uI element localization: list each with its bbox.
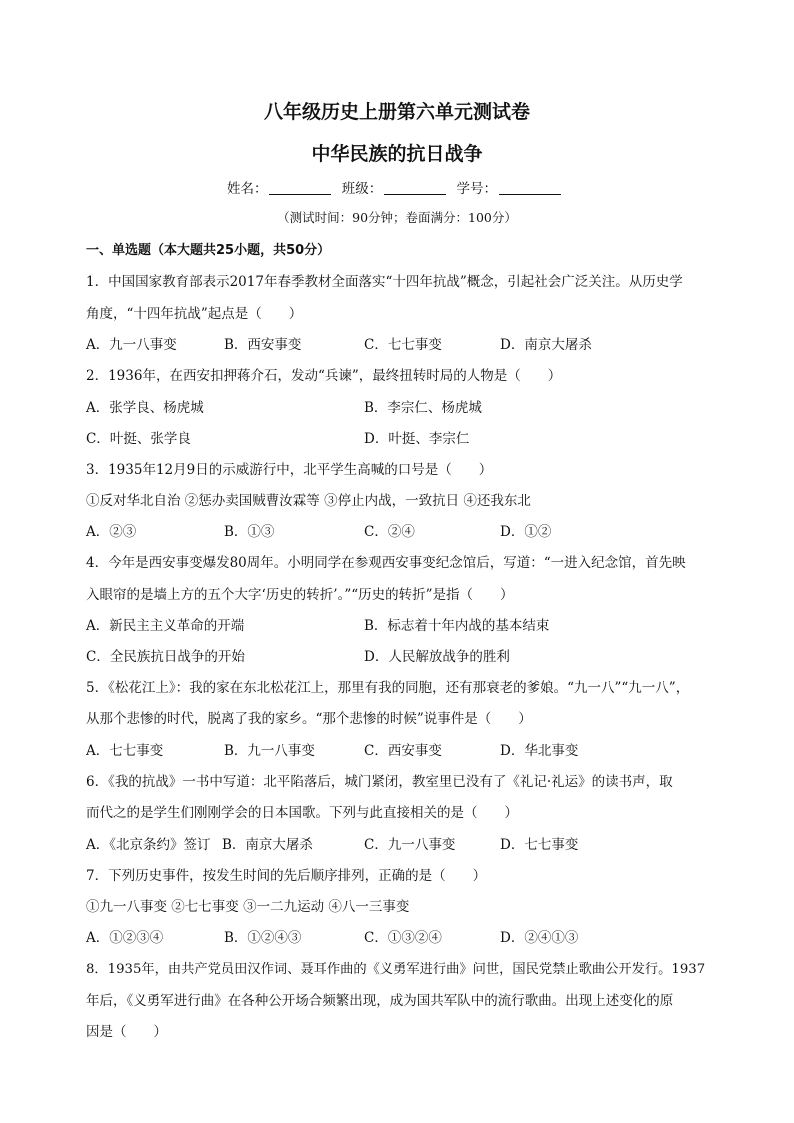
question-3-option-a[interactable]: A．②③ [86,524,137,540]
question-2-option-b[interactable]: B．李宗仁、杨虎城 [364,400,482,416]
question-5-option-c[interactable]: C．西安事变 [364,743,442,759]
id-label: 学号： [456,181,498,197]
question-7-option-b[interactable]: B．①②④③ [224,930,302,946]
exam-subtitle: 中华民族的抗日战争 [311,143,483,165]
question-1-option-b[interactable]: B．西安事变 [224,337,302,353]
question-7-option-a[interactable]: A．①②③④ [86,930,164,946]
question-5-line-1: 5．《松花江上》：我的家在东北松花江上，那里有我的同胞，还有那衰老的爹娘。“九一八”“九一八”， [86,680,690,696]
question-5-option-a[interactable]: A．七七事变 [86,743,164,759]
class-blank[interactable] [384,181,446,195]
section-heading: 一、单选题（本大题共25小题，共50分） [86,243,331,258]
question-1-option-a[interactable]: A．九一八事变 [86,337,177,353]
question-4-line-2: 入眼帘的是墙上方的五个大字‘历史的转折’。”“历史的转折”是指（ ） [86,587,514,603]
question-1-option-d[interactable]: D．南京大屠杀 [500,337,592,353]
question-3-line-1: 3．1935年12月9日的示威游行中，北平学生高喊的口号是（ ） [86,462,493,478]
question-3-option-c[interactable]: C．②④ [364,524,415,540]
question-4-line-1: 4．今年是西安事变爆发80周年。小明同学在参观西安事变纪念馆后，写道：“一进入纪念馆，首先映 [86,555,686,571]
question-3-line-2: ①反对华北自治 ②惩办卖国贼曹汝霖等 ③停止内战，一致抗日 ④还我东北 [86,493,531,509]
question-6-option-b[interactable]: B．南京大屠杀 [222,837,313,853]
question-6-option-c[interactable]: C．九一八事变 [364,837,456,853]
question-7-line-2: ①九一八事变 ②七七事变 ③一二九运动 ④八一三事变 [86,899,410,915]
question-3-option-d[interactable]: D．①② [500,524,552,540]
id-blank[interactable] [499,181,561,195]
question-7-line-1: 7．下列历史事件，按发生时间的先后顺序排列，正确的是（ ） [86,868,487,884]
question-8-line-2: 年后，《义勇军进行曲》在各种公开场合频繁出现，成为国共军队中的流行歌曲。出现上述变化的原 [86,993,674,1009]
question-6-line-1: 6．《我的抗战》一书中写道：北平陷落后，城门紧闭，教室里已没有了《礼记·礼运》的读书声，取 [86,774,673,790]
question-2-option-c[interactable]: C．叶挺、张学良 [86,431,191,447]
question-5-line-2: 从那个悲惨的时代，脱离了我的家乡。“那个悲惨的时候”说事件是（ ） [86,711,532,727]
class-label: 班级： [341,181,383,197]
question-4-option-b[interactable]: B．标志着十年内战的基本结束 [364,618,550,634]
question-4-option-c[interactable]: C．全民族抗日战争的开始 [86,649,245,665]
question-6-option-d[interactable]: D．七七事变 [500,837,579,853]
question-2-option-a[interactable]: A．张学良、杨虎城 [86,400,204,416]
question-4-option-a[interactable]: A．新民主主义革命的开端 [86,618,245,634]
question-2-option-d[interactable]: D．叶挺、李宗仁 [364,431,470,447]
question-4-option-d[interactable]: D．人民解放战争的胜利 [364,649,510,665]
student-info-row [0,177,794,197]
question-7-option-d[interactable]: D．②④①③ [500,930,579,946]
name-label: 姓名： [226,181,268,197]
question-6-line-2: 而代之的是学生们刚刚学会的日本国歌。下列与此直接相关的是（ ） [86,805,518,821]
question-6-option-a[interactable]: A．《北京条约》签订 [86,837,211,853]
question-1-option-c[interactable]: C．七七事变 [364,337,442,353]
exam-time-note: （测试时间：90分钟；卷面满分：100分） [277,210,517,225]
name-blank[interactable] [269,181,331,195]
question-8-line-3: 因是（ ） [86,1024,167,1040]
question-2-line-1: 2．1936年，在西安扣押蒋介石，发动“兵谏”，最终扭转时局的人物是（ ） [86,368,562,384]
question-5-option-b[interactable]: B．九一八事变 [224,743,315,759]
question-8-line-1: 8．1935年，由共产党员田汉作词、聂耳作曲的《义勇军进行曲》问世，国民党禁止歌曲公开发行。1937 [86,962,706,977]
question-1-line-2: 角度，“十四年抗战”起点是（ ） [86,306,303,322]
question-5-option-d[interactable]: D．华北事变 [500,743,579,759]
question-7-option-c[interactable]: C．①③②④ [364,930,442,946]
exam-title: 八年级历史上册第六单元测试卷 [263,101,530,123]
question-3-option-b[interactable]: B．①③ [224,524,275,540]
question-1-line-1: 1．中国国家教育部表示2017年春季教材全面落实“十四年抗战”概念，引起社会广泛关注。从历史学 [86,274,683,290]
